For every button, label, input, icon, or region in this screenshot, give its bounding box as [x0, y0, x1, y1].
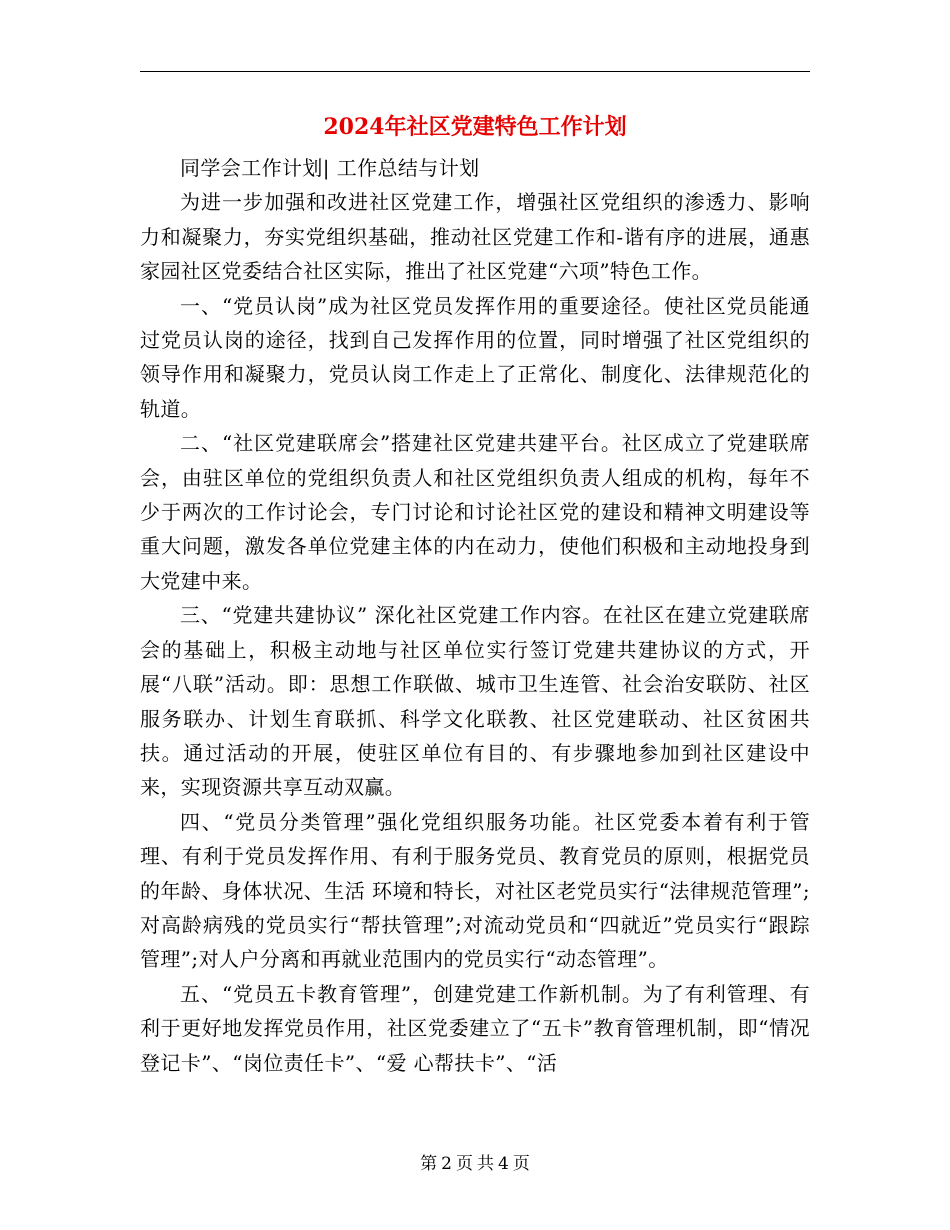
- header-rule: [140, 71, 810, 72]
- footer-suffix: 页: [512, 1154, 530, 1174]
- document-title: 2024年社区党建特色工作计划: [323, 114, 627, 140]
- footer-mid2: 共: [477, 1154, 494, 1174]
- current-page-number: 2: [441, 1154, 452, 1174]
- paragraph-item-3: 三、“党建共建协议” 深化社区党建工作内容。在社区在建立党建联席会的基础上，积极主动地与社区单位实行签订党建共建协议的方式，开展“八联”活动。即：思想工作联做、城市卫生连管、社会治安联防、社区服务联办、计划生育联抓、科学文化联教、社区党建联动、社区贫困共扶。通过活动的开展，使驻区单位有目的、有步骤地参加到社区建设中来，实现资源共享互动双赢。: [140, 603, 810, 800]
- paragraph-item-5: 五、“党员五卡教育管理”，创建党建工作新机制。为了有利管理、有利于更好地发挥党员作用，社区党委建立了“五卡”教育管理机制，即“情况登记卡”、“岗位责任卡”、“爱 心帮扶卡”、“活: [140, 981, 810, 1075]
- page-footer: [0, 1152, 950, 1176]
- paragraph-item-4: 四、“党员分类管理”强化党组织服务功能。社区党委本着有利于管理、有利于党员发挥作用、有利于服务党员、教育党员的原则，根据党员的年龄、身体状况、生活 环境和特长，对社区老党员实行“法律规范管理”;对高龄病残的党员实行“帮扶管理”;对流动党员和“四就近”党员实行“跟踪管理”;对人户分离和再就业范围内的党员实行“动态管理”。: [140, 809, 810, 972]
- paragraph-intro: 为进一步加强和改进社区党建工作，增强社区党组织的渗透力、影响力和凝聚力，夯实党组织基础，推动社区党建工作和-谐有序的进展，通惠家园社区党委结合社区实际，推出了社区党建“六项”特色工作。: [140, 190, 810, 284]
- paragraph-category: 同学会工作计划| 工作总结与计划: [180, 156, 480, 180]
- total-pages-number: 4: [498, 1154, 509, 1174]
- footer-prefix: 第: [420, 1154, 438, 1174]
- document-body: [140, 151, 810, 1080]
- paragraph-item-2: 二、“社区党建联席会”搭建社区党建共建平台。社区成立了党建联席会，由驻区单位的党组织负责人和社区党组织负责人组成的机构，每年不少于两次的工作讨论会，专门讨论和讨论社区党的建设和精神文明建设等重大问题，激发各单位党建主体的内在动力，使他们积极和主动地投身到大党建中来。: [140, 431, 810, 593]
- footer-mid1: 页: [456, 1154, 473, 1174]
- paragraph-item-1: 一、“党员认岗”成为社区党员发挥作用的重要途径。使社区党员能通过党员认岗的途径，找到自己发挥作用的位置，同时增强了社区党组织的领导作用和凝聚力，党员认岗工作走上了正常化、制度化、法律规范化的轨道。: [140, 293, 810, 421]
